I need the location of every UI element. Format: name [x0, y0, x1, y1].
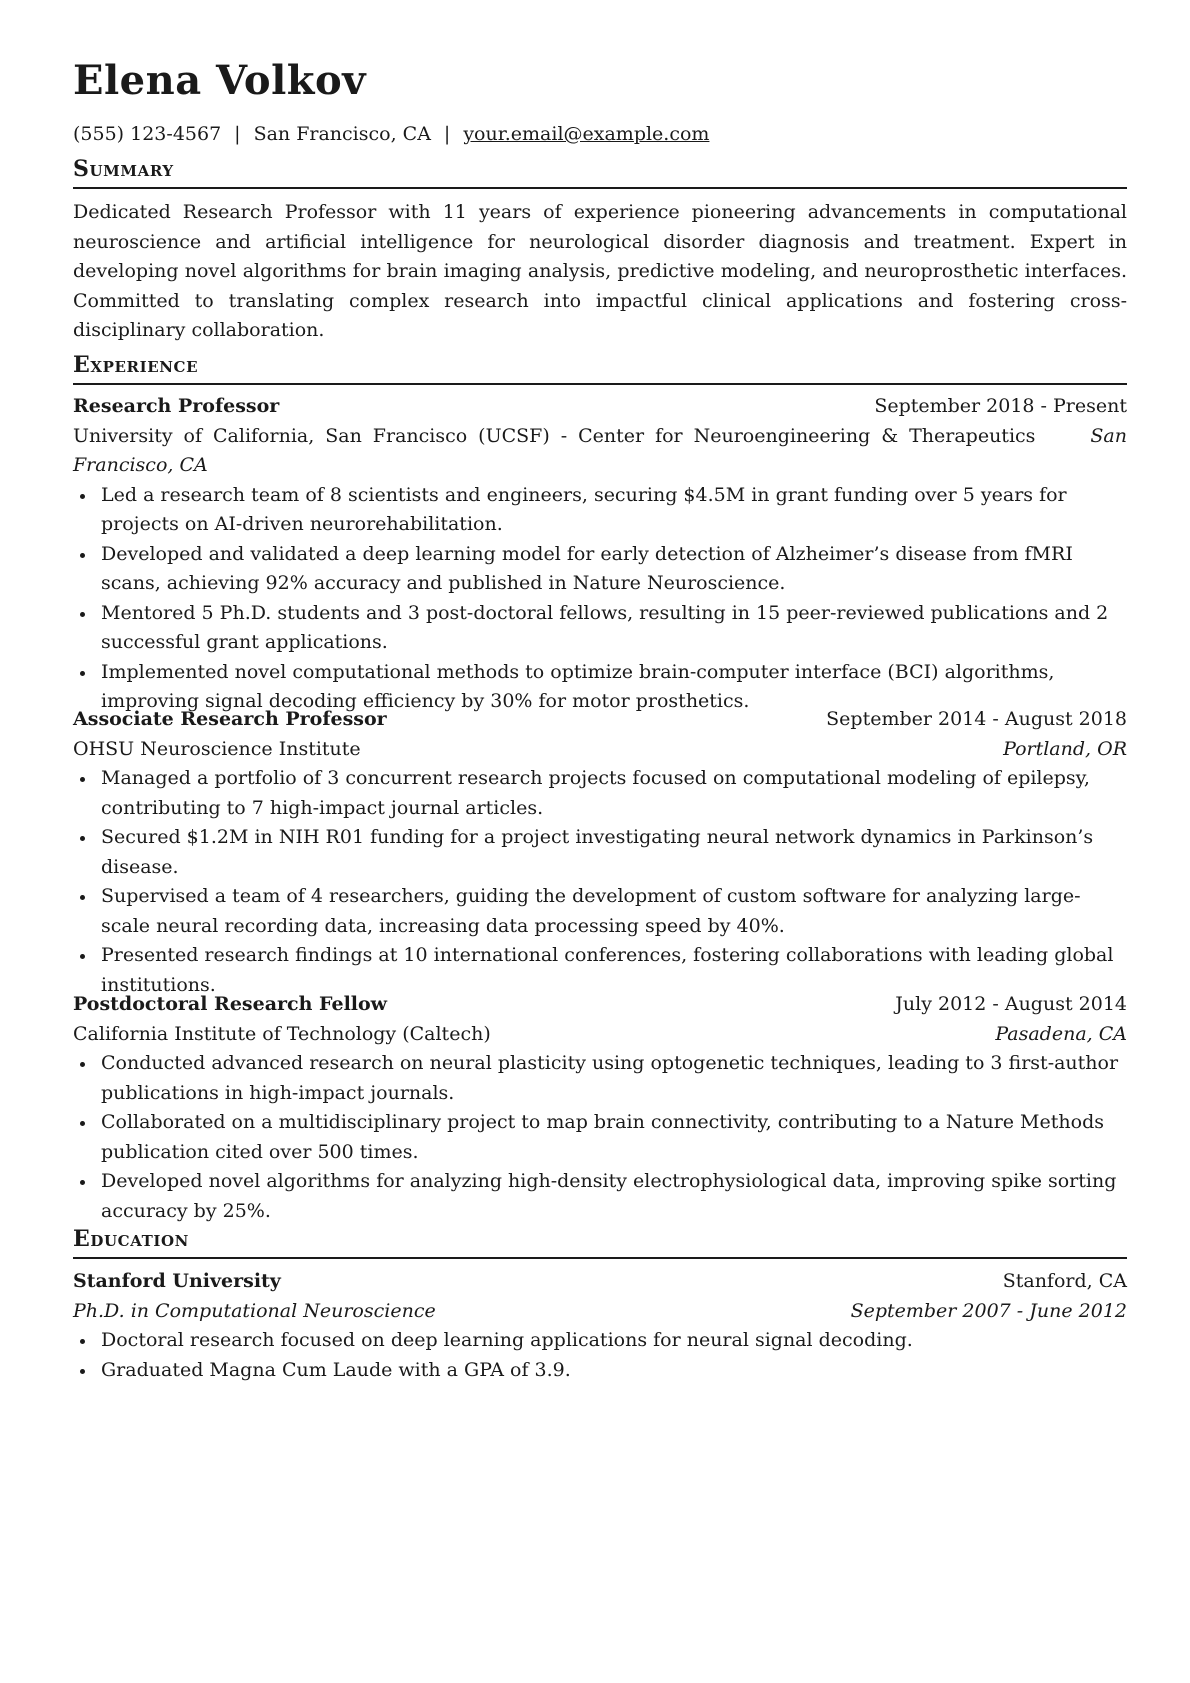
school-location: Stanford, CA — [1002, 1270, 1127, 1292]
list-item: Developed novel algorithms for analyzing high-density electrophysiological data, improving spike sorting accuracy by 25%. — [73, 1167, 1127, 1226]
candidate-name: Elena Volkov — [73, 57, 366, 104]
list-item: Conducted advanced research on neural plasticity using optogenetic techniques, leading to 3 first-author publications in high-impact journals. — [73, 1049, 1127, 1108]
list-item: Collaborated on a multidisciplinary project to map brain connectivity, contributing to a Nature Methods publication cited over 500 times. — [73, 1108, 1127, 1167]
job-org: OHSU Neuroscience Institute — [73, 737, 361, 760]
phone-number: (555) 123-4567 — [73, 123, 222, 145]
degree-name: Ph.D. in Computational Neuroscience — [73, 1299, 436, 1322]
education-bullets — [73, 1326, 1127, 1385]
list-item: Secured $1.2M in NIH R01 funding for a project investigating neural network dynamics in Parkinson’s disease. — [73, 823, 1127, 882]
list-item: Mentored 5 Ph.D. students and 3 post-doctoral fellows, resulting in 15 peer-reviewed publications and 2 successful grant applications. — [73, 599, 1127, 658]
degree-dates: September 2007 - June 2012 — [850, 1299, 1127, 1322]
school-name: Stanford University — [73, 1270, 281, 1292]
job-bullets — [73, 481, 1127, 717]
list-item: Supervised a team of 4 researchers, guiding the development of custom software for analyzing large-scale neural recording data, increasing data processing speed by 40%. — [73, 882, 1127, 941]
contact-separator: | — [443, 123, 451, 145]
job-header — [73, 990, 1127, 1020]
job-org: California Institute of Technology (Caltech) — [73, 1022, 491, 1045]
list-item: Presented research findings at 10 international conferences, fostering collaborations with leading global institutions. — [73, 941, 1127, 1000]
list-item: Developed and validated a deep learning model for early detection of Alzheimer’s disease from fMRI scans, achieving 92% accuracy and published in Nature Neuroscience. — [73, 540, 1127, 599]
job-role: Research Professor — [73, 395, 280, 417]
summary-text: Dedicated Research Professor with 11 years of experience pioneering advancements in computational neuroscience and artificial intelligence for neurological disorder diagnosis and treatment. Expert in developing novel algorithms for brain imaging analysis, predictive modeling, and neuroprosthetic interfaces. Committed to translating complex research into impactful clinical applications and fostering cross-disciplinary collaboration. — [73, 201, 1127, 341]
email-link[interactable]: your.email@example.com — [463, 123, 710, 145]
job-entry — [73, 392, 1127, 717]
job-dates: July 2012 - August 2014 — [895, 993, 1127, 1015]
job-org-line — [73, 1020, 1127, 1050]
job-bullets — [73, 1049, 1127, 1226]
contact-separator: | — [234, 123, 241, 145]
job-entry — [73, 990, 1127, 1226]
education-header — [73, 1267, 1127, 1297]
job-org: University of California, San Francisco (UCSF) - Center for Neuroengineering & Therapeutics — [73, 424, 1036, 447]
job-role: Associate Research Professor — [73, 708, 387, 730]
job-location: San Francisco, CA — [73, 424, 1127, 476]
job-entry — [73, 705, 1127, 1000]
job-location: Pasadena, CA — [995, 1022, 1127, 1045]
job-dates: September 2014 - August 2018 — [826, 708, 1127, 730]
list-item: Managed a portfolio of 3 concurrent research projects focused on computational modeling of epilepsy, contributing to 7 high-impact journal articles. — [73, 764, 1127, 823]
job-header — [73, 392, 1127, 422]
job-org-line — [73, 422, 1127, 481]
education-heading: Education — [73, 1225, 1127, 1259]
list-item: Graduated Magna Cum Laude with a GPA of 3.9. — [73, 1356, 1127, 1386]
location-text: San Francisco, CA — [253, 123, 431, 145]
job-role: Postdoctoral Research Fellow — [73, 993, 388, 1015]
job-dates: September 2018 - Present — [874, 395, 1127, 417]
education-entry — [73, 1267, 1127, 1385]
job-bullets — [73, 764, 1127, 1000]
degree-line — [73, 1297, 1127, 1327]
experience-heading: Experience — [73, 351, 1127, 385]
summary-heading: Summary — [73, 155, 1127, 189]
contact-line — [73, 122, 709, 146]
list-item: Doctoral research focused on deep learning applications for neural signal decoding. — [73, 1326, 1127, 1356]
job-location: Portland, OR — [1003, 737, 1127, 760]
job-org-line — [73, 735, 1127, 765]
list-item: Led a research team of 8 scientists and engineers, securing $4.5M in grant funding over 5 years for projects on AI-driven neurorehabilitation. — [73, 481, 1127, 540]
list-item: Implemented novel computational methods to optimize brain-computer interface (BCI) algorithms, improving signal decoding efficiency by 30% for motor prosthetics. — [73, 658, 1127, 717]
job-header — [73, 705, 1127, 735]
